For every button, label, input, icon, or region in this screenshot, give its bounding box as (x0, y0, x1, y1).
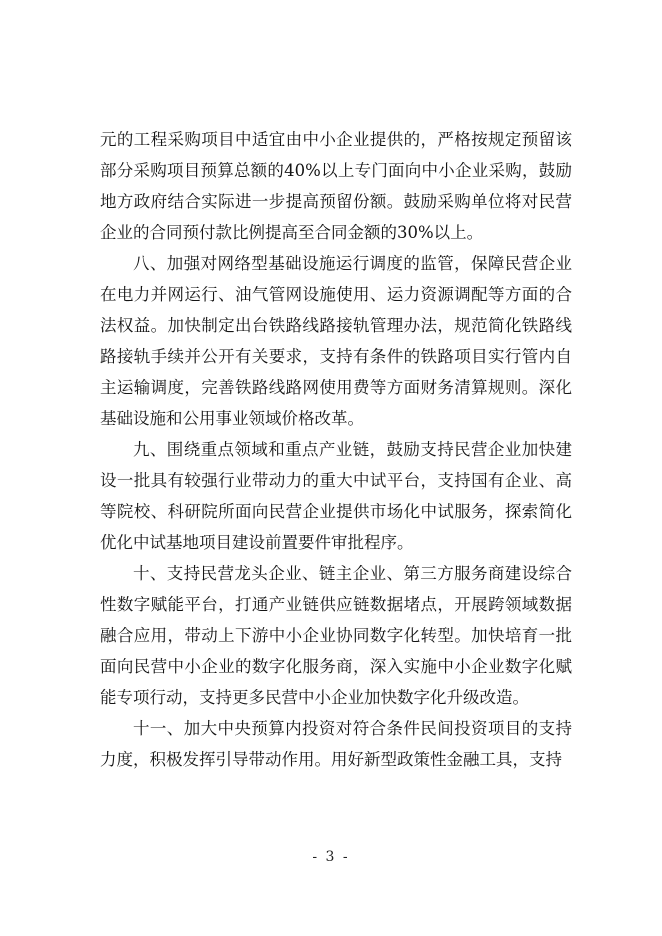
paragraph-item-9: 九、围绕重点领域和重点产业链，鼓励支持民营企业加快建设一批具有较强行业带动力的重大中试平台，支持国有企业、高等院校、科研院所面向民营企业提供市场化中试服务，探索简化优化中试基地项目建设前置要件审批程序。 (100, 440, 572, 552)
paragraph-continuation: 元的工程采购项目中适宜由中小企业提供的，严格按规定预留该部分采购项目预算总额的40%以上专门面向中小企业采购，鼓励地方政府结合实际进一步提高预留份额。鼓励采购单位将对民营企业的合同预付款比例提高至合同金额的30%以上。 (100, 130, 572, 242)
page-number: - 3 - (312, 849, 350, 865)
document-body (100, 124, 572, 775)
paragraph-item-8: 八、加强对网络型基础设施运行调度的监管，保障民营企业在电力并网运行、油气管网设施使用、运力资源调配等方面的合法权益。加快制定出台铁路线路接轨管理办法，规范简化铁路线路接轨手续并公开有关要求，支持有条件的铁路项目实行管内自主运输调度，完善铁路线路网使用费等方面财务清算规则。深化基础设施和公用事业领域价格改革。 (100, 254, 572, 428)
paragraph-item-11: 十一、加大中央预算内投资对符合条件民间投资项目的支持力度，积极发挥引导带动作用。用好新型政策性金融工具，支持 (100, 719, 572, 769)
paragraph-item-10: 十、支持民营龙头企业、链主企业、第三方服务商建设综合性数字赋能平台，打通产业链供应链数据堵点，开展跨领域数据融合应用，带动上下游中小企业协同数字化转型。加快培育一批面向民营中小企业的数字化服务商，深入实施中小企业数字化赋能专项行动，支持更多民营中小企业加快数字化升级改造。 (100, 564, 572, 707)
